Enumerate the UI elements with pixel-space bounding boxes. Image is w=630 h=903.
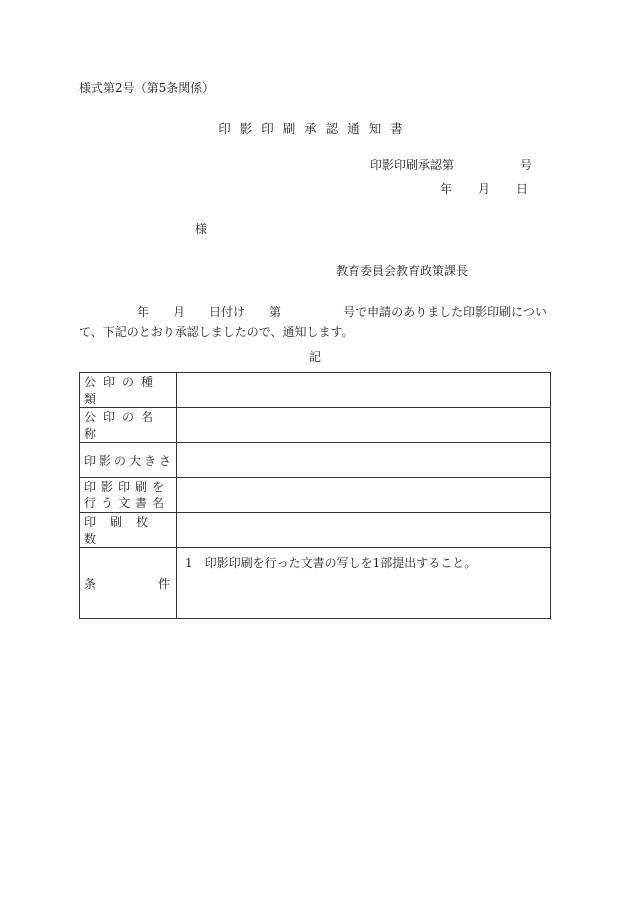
date-year: 年 — [440, 182, 453, 196]
label-document-name-line2: 行う文書名 — [84, 496, 170, 510]
value-print-count — [177, 513, 551, 548]
details-table — [79, 372, 551, 619]
table-row — [80, 478, 551, 513]
approval-number-prefix: 印影印刷承認第 — [370, 158, 455, 172]
body-line-1 — [79, 302, 551, 322]
value-conditions: 1 印影印刷を行った文書の写しを1部提出すること。 — [177, 548, 551, 619]
table-row — [80, 373, 551, 408]
body-line-2: て、下記のとおり承認しましたので、通知します。 — [79, 325, 354, 339]
form-number-label: 様式第2号（第5条関係） — [79, 81, 215, 95]
date-day: 日 — [516, 182, 529, 196]
body-paragraph — [79, 302, 551, 342]
body-dai: 第 — [269, 305, 282, 319]
label-print-count: 印刷枚数 — [80, 513, 177, 548]
approval-number — [370, 156, 532, 173]
value-seal-name — [177, 408, 551, 443]
label-seal-size: 印影の大きさ — [80, 443, 177, 478]
label-conditions — [80, 548, 177, 619]
sender-name: 教育委員会教育政策課長 — [336, 264, 469, 278]
value-document-name — [177, 478, 551, 513]
ki-heading: 記 — [308, 350, 321, 364]
body-year: 年 — [137, 305, 150, 319]
table-row — [80, 548, 551, 619]
body-month: 月 — [173, 305, 186, 319]
value-seal-size — [177, 443, 551, 478]
label-seal-name: 公印の名称 — [80, 408, 177, 443]
value-seal-type — [177, 373, 551, 408]
label-document-name-line1: 印影印刷を — [84, 480, 170, 494]
label-seal-type: 公印の種類 — [80, 373, 177, 408]
label-conditions-left: 条 — [84, 576, 97, 591]
table-row — [80, 513, 551, 548]
document-title: 印影印刷承認通知書 — [218, 121, 412, 136]
addressee-honorific: 様 — [195, 222, 208, 236]
issue-date — [440, 180, 528, 197]
table-row — [80, 443, 551, 478]
date-month: 月 — [478, 182, 491, 196]
label-document-name — [80, 478, 177, 513]
approval-number-suffix: 号 — [520, 158, 533, 172]
body-line-1-rest: 号で申請のありました印影印刷につい — [343, 305, 547, 319]
table-row — [80, 408, 551, 443]
label-conditions-right: 件 — [157, 576, 170, 591]
body-day-dated: 日付け — [209, 305, 246, 319]
